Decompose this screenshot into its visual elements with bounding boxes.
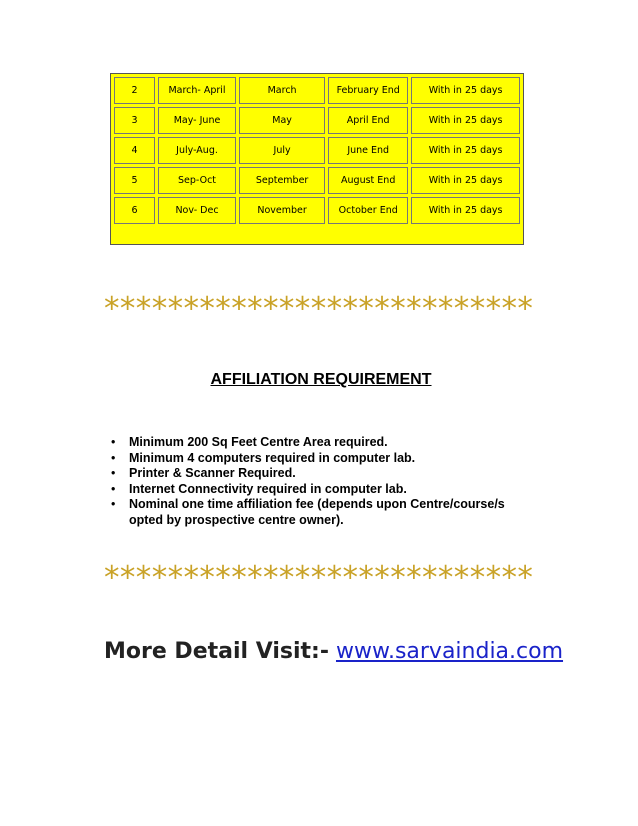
cell-result: With in 25 days — [411, 167, 520, 194]
cell-no: 4 — [114, 137, 155, 164]
bullet-icon: • — [111, 466, 116, 480]
bullet-icon: • — [111, 450, 116, 465]
cell-month: September — [239, 167, 325, 194]
cell-no: 6 — [114, 197, 155, 224]
schedule-table — [110, 73, 524, 245]
cell-deadline: February End — [328, 77, 408, 104]
cell-month: July — [239, 137, 325, 164]
list-item — [103, 451, 533, 467]
cell-deadline: October End — [328, 197, 408, 224]
list-item — [103, 482, 533, 498]
cell-months: Nov- Dec — [158, 197, 236, 224]
cell-months: March- April — [158, 77, 236, 104]
cell-deadline: April End — [328, 107, 408, 134]
bullet-icon: • — [111, 497, 116, 511]
cell-month: May — [239, 107, 325, 134]
list-item — [103, 497, 533, 528]
list-item — [103, 435, 533, 451]
website-link[interactable]: www.sarvaindia.com — [335, 639, 564, 664]
cell-month: March — [239, 77, 325, 104]
list-item-text: Minimum 4 computers required in computer lab. — [129, 450, 416, 465]
list-item-text: Minimum 200 Sq Feet Centre Area required. — [129, 435, 388, 449]
cell-no: 3 — [114, 107, 155, 134]
bullet-icon: • — [111, 481, 116, 496]
list-item-text: Nominal one time affiliation fee (depends upon Centre/course/s opted by prospective centre owner). — [129, 497, 505, 527]
list-item-text: Internet Connectivity required in computer lab. — [129, 481, 407, 496]
table-row — [114, 137, 520, 164]
table-row — [114, 167, 520, 194]
cell-months: Sep-Oct — [158, 167, 236, 194]
section-heading: AFFILIATION REQUIREMENT — [210, 371, 432, 388]
cell-result: With in 25 days — [411, 137, 520, 164]
cell-month: November — [239, 197, 325, 224]
list-item — [103, 466, 533, 482]
cell-no: 2 — [114, 77, 155, 104]
table-row — [114, 107, 520, 134]
bullet-icon: • — [111, 435, 116, 449]
table-row — [114, 197, 520, 224]
requirements-list — [103, 435, 533, 528]
cell-months: May- June — [158, 107, 236, 134]
star-divider: *************************** — [104, 294, 534, 324]
cell-no: 5 — [114, 167, 155, 194]
cell-deadline: August End — [328, 167, 408, 194]
more-detail — [104, 639, 563, 664]
star-divider: *************************** — [104, 563, 534, 593]
cell-deadline: June End — [328, 137, 408, 164]
cell-result: With in 25 days — [411, 77, 520, 104]
cell-months: July-Aug. — [158, 137, 236, 164]
table-row — [114, 77, 520, 104]
list-item-text: Printer & Scanner Required. — [129, 466, 296, 480]
cell-result: With in 25 days — [411, 197, 520, 224]
more-detail-label: More Detail Visit:- — [104, 639, 329, 664]
cell-result: With in 25 days — [411, 107, 520, 134]
